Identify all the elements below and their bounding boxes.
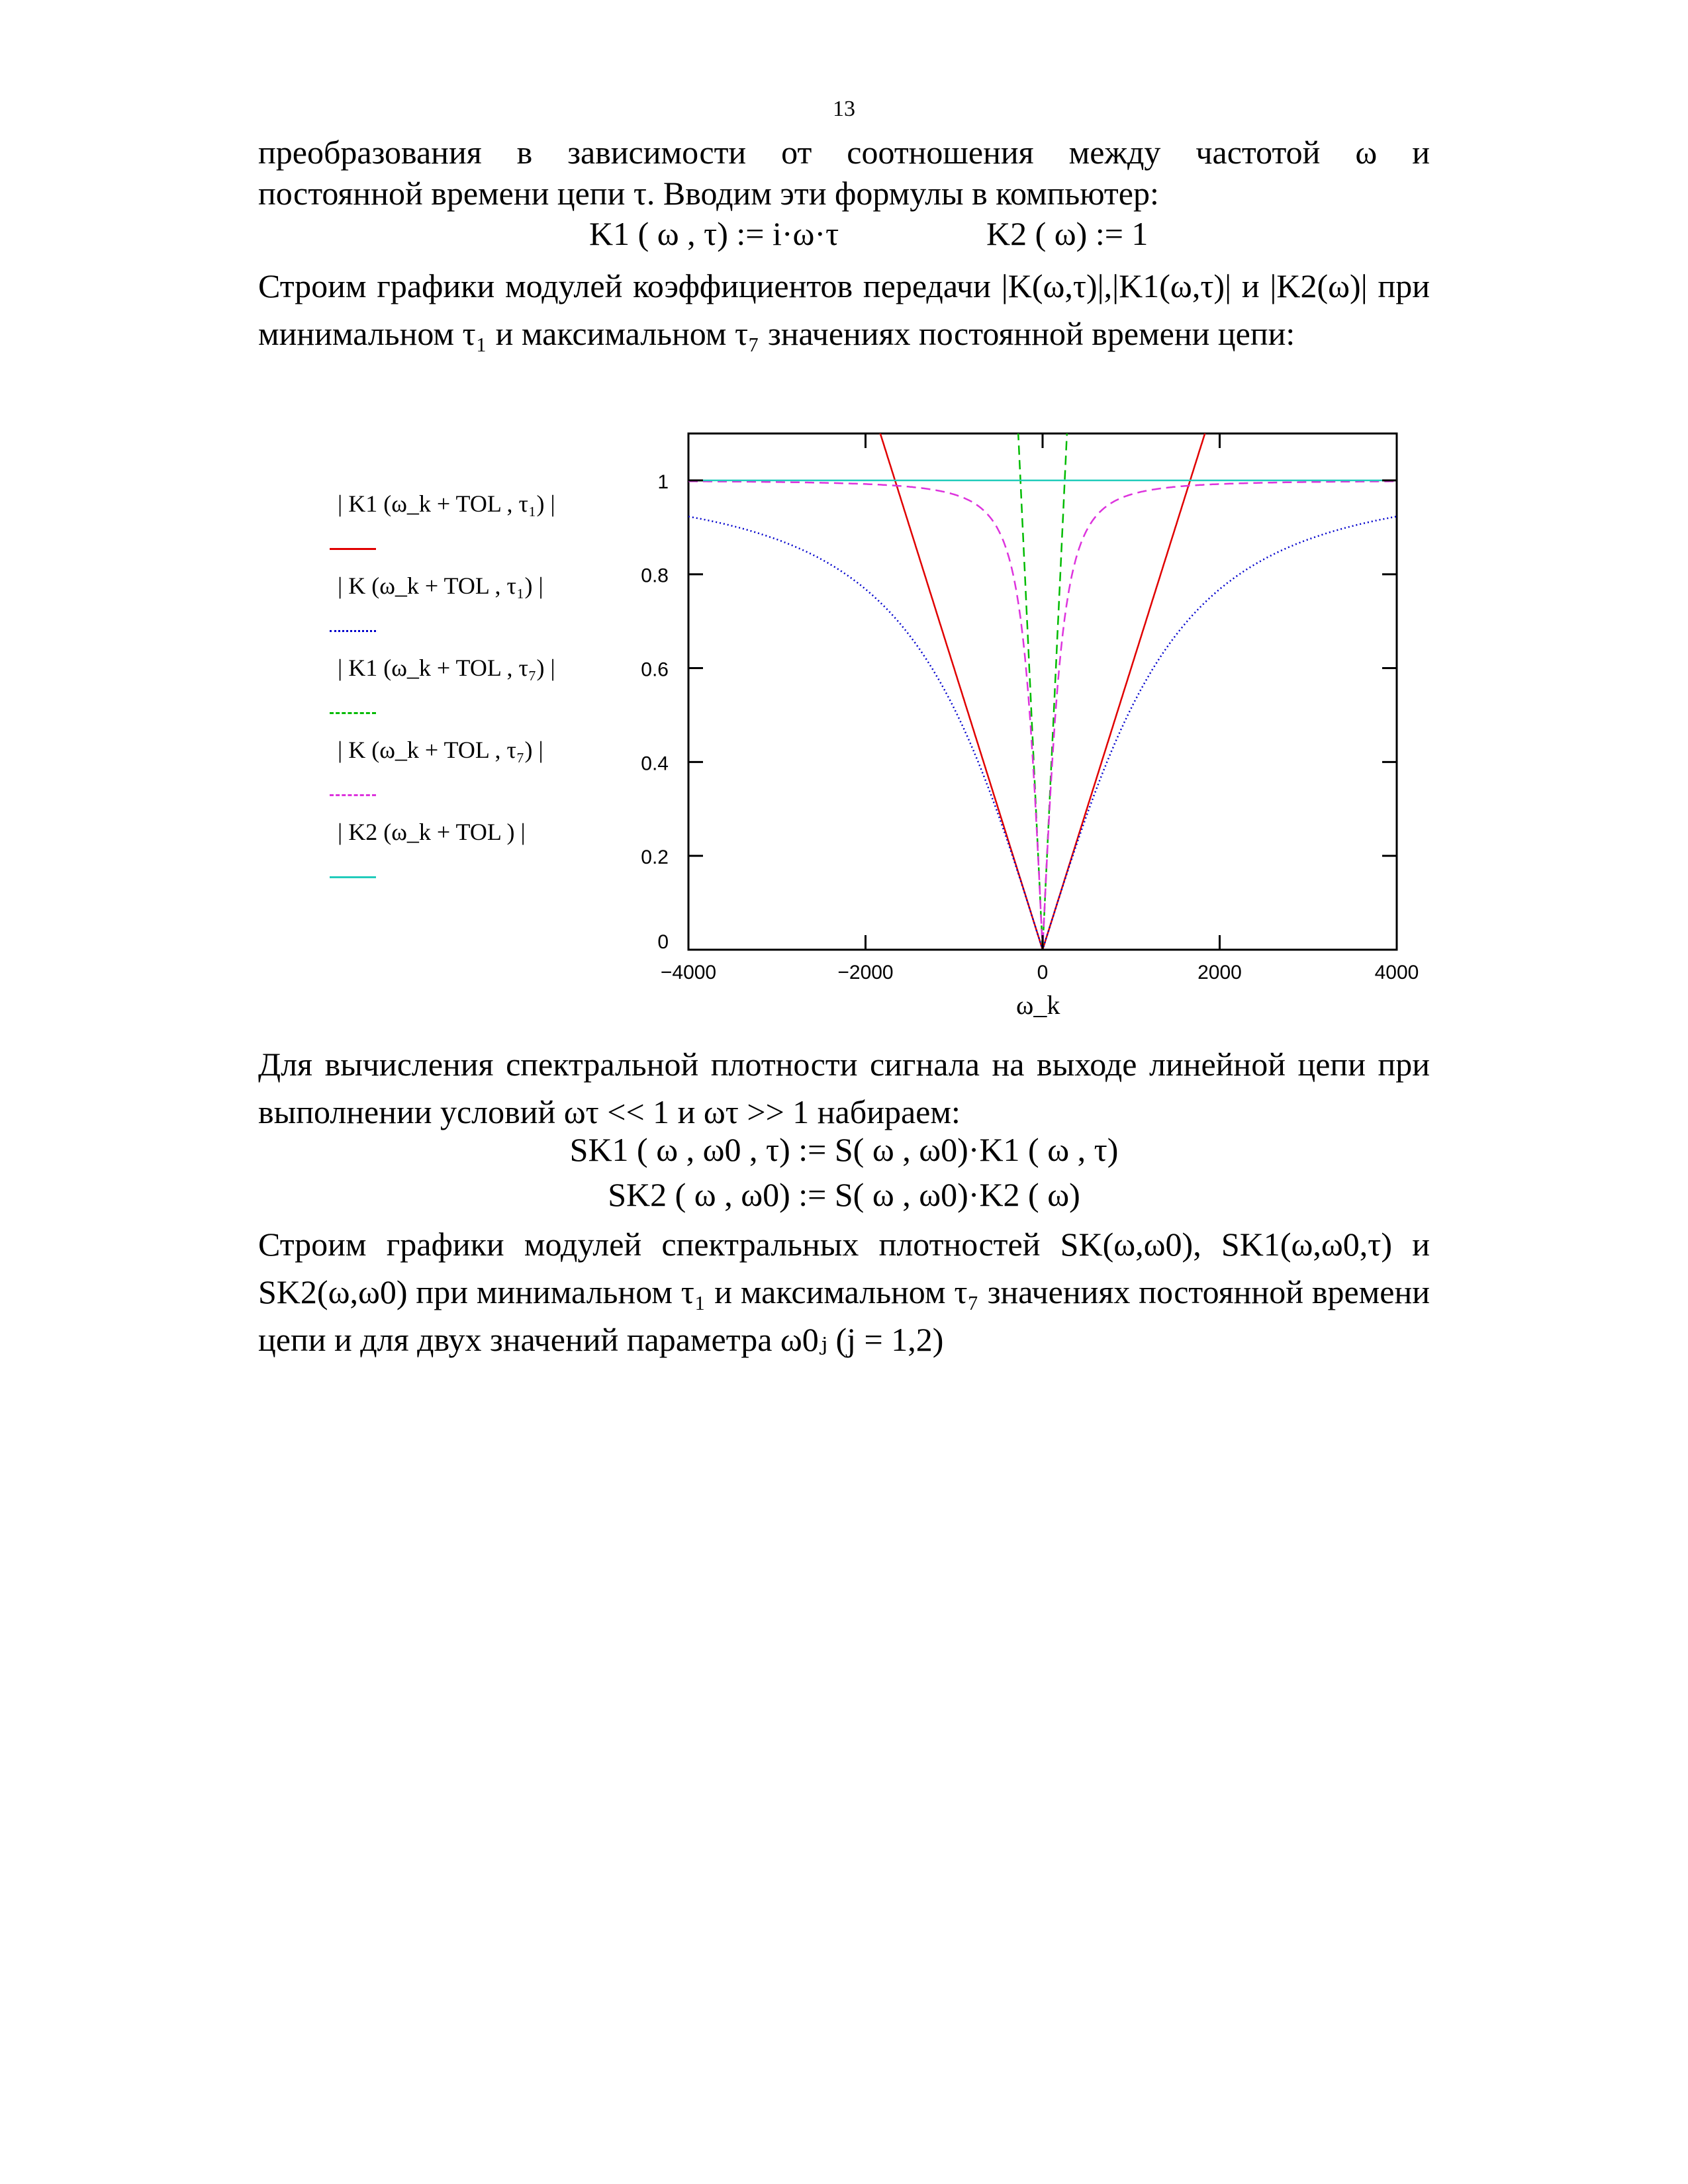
formula-sk1: SK1 ( ω , ω0 , τ) := S( ω , ω0)·K1 ( ω , τ) [569, 1131, 1119, 1168]
y-tick-label: 0.4 [641, 752, 669, 775]
x-axis-label: ω_k [1016, 990, 1060, 1020]
paragraph: Строим графики модулей коэффициентов передачи |K(ω,τ)|,|K1(ω,τ)| и |K2(ω)| при минимальном τ₁ и максимальном τ₇ значениях постоянной времени цепи: [258, 267, 1430, 352]
legend-swatch [330, 630, 376, 632]
page-number: 13 [833, 97, 855, 121]
y-tick-label: 0.8 [641, 565, 669, 587]
plot-border [688, 433, 1397, 950]
series-line [688, 481, 1397, 950]
legend-label: | K (ω_k + TOL , τ₇) | [338, 737, 543, 763]
x-tick-label: 2000 [1197, 962, 1242, 983]
legend-item [324, 736, 642, 809]
formula-k2: K2 ( ω) := 1 [986, 215, 1149, 252]
y-tick-label: 0.6 [641, 659, 669, 681]
plot-ticks [641, 433, 1419, 983]
plot-series [688, 410, 1397, 950]
legend-item [324, 654, 642, 727]
legend-item [324, 572, 642, 645]
legend-label: | K (ω_k + TOL , τ₁) | [338, 572, 543, 599]
y-tick-label: 0.2 [641, 846, 669, 869]
legend-swatch [330, 876, 376, 878]
series-line [688, 517, 1397, 950]
legend-swatch [330, 548, 376, 550]
formula-sk2: SK2 ( ω , ω0) := S( ω , ω0)·K2 ( ω) [608, 1176, 1080, 1213]
series-line [688, 410, 1397, 950]
legend-item [324, 490, 642, 563]
x-tick-label: 0 [1037, 962, 1049, 983]
x-tick-label: −2000 [837, 962, 894, 983]
y-tick-label: 1 [657, 471, 669, 493]
legend-label: | K1 (ω_k + TOL , τ₁) | [338, 490, 555, 517]
paragraph: Строим графики модулей спектральных плотностей SK(ω,ω0), SK1(ω,ω0,τ) и SK2(ω,ω0) при минимальном τ₁ и максимальном τ₇ значениях постоянной времени цепи и для двух значений параметра ω0ⱼ (j = 1,2) [258, 1226, 1430, 1358]
legend-swatch [330, 794, 376, 796]
paragraph: Для вычисления спектральной плотности сигнала на выходе линейной цепи при выполнении условий ωτ << 1 и ωτ >> 1 набираем: [258, 1046, 1430, 1130]
legend-label: | K1 (ω_k + TOL , τ₇) | [338, 655, 555, 681]
x-tick-label: 4000 [1374, 962, 1419, 983]
y-tick-label: 0 [657, 931, 669, 953]
legend-label: | K2 (ω_k + TOL ) | [338, 819, 526, 845]
plot-frame [688, 433, 1397, 950]
formula-k1: K1 ( ω , τ) := i·ω·τ [589, 215, 839, 252]
legend-item [324, 818, 642, 891]
series-line [688, 410, 1397, 950]
paragraph-line: преобразования в зависимости от соотношения между частотой ω и [258, 134, 1430, 171]
x-tick-label: −4000 [660, 962, 717, 983]
legend-swatch [330, 712, 376, 714]
paragraph-line: постоянной времени цепи τ. Вводим эти формулы в компьютер: [258, 175, 1159, 212]
chart [0, 0, 1688, 1059]
